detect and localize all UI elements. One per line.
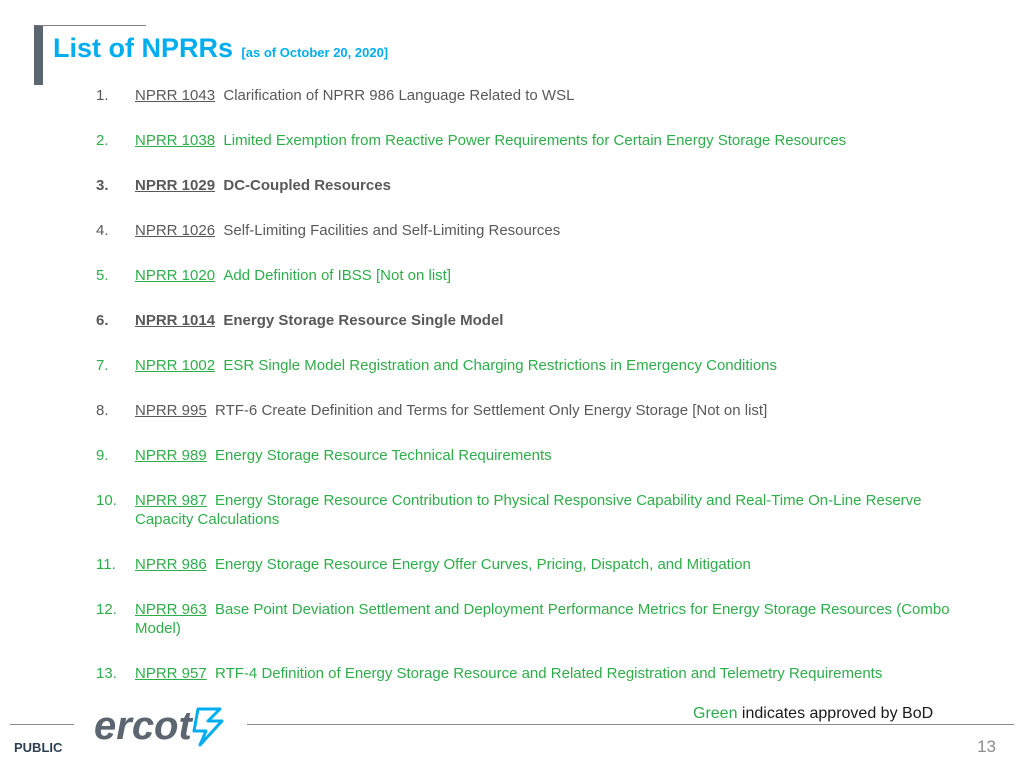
list-item-number: 2. [96,132,109,149]
list-item-number: 10. [96,492,117,509]
nprr-link[interactable]: NPRR 1002 [135,357,216,374]
list-item [96,401,976,420]
list-item [96,266,976,285]
list-item [96,664,976,683]
list-item [96,491,976,529]
list-item-body [135,86,976,105]
nprr-link[interactable]: NPRR 987 [135,492,207,509]
page-title-date: [as of October 20, 2020] [241,45,389,60]
nprr-description: DC-Coupled Resources [223,177,391,194]
list-item-number: 9. [96,447,109,464]
nprr-link[interactable]: NPRR 1014 [135,312,216,329]
list-item-body [135,356,976,375]
list-item-body [135,131,976,150]
list-item-body [135,176,976,195]
footer-rule-right [247,724,1014,725]
ercot-logo [94,701,229,751]
list-item-number: 13. [96,665,117,682]
list-item [96,555,976,574]
nprr-link[interactable]: NPRR 995 [135,402,207,419]
footer-rule-left [10,724,74,725]
nprr-description: Base Point Deviation Settlement and Deployment Performance Metrics for Energy Storage Resources (Combo Model) [135,601,950,637]
list-item-body [135,446,976,465]
nprr-description: Energy Storage Resource Contribution to Physical Responsive Capability and Real-Time On-Line Reserve Capacity Calculations [135,492,922,528]
nprr-description: Energy Storage Resource Technical Requirements [215,447,552,464]
list-item-number: 7. [96,357,109,374]
list-item-number: 4. [96,222,109,239]
list-item-number: 11. [96,556,116,573]
list-item-number: 8. [96,402,109,419]
nprr-link[interactable]: NPRR 986 [135,556,207,573]
list-item-body [135,600,976,638]
list-item [96,311,976,330]
nprr-description: Clarification of NPRR 986 Language Related to WSL [223,87,575,104]
nprr-link[interactable]: NPRR 1020 [135,267,216,284]
nprr-description: Energy Storage Resource Energy Offer Curves, Pricing, Dispatch, and Mitigation [215,556,751,573]
list-item-body [135,491,976,529]
nprr-description: Add Definition of IBSS [Not on list] [223,267,452,284]
list-item-body [135,266,976,285]
list-item [96,131,976,150]
list-item-number: 6. [96,312,109,329]
public-label: PUBLIC [14,740,63,755]
list-item [96,356,976,375]
ercot-logo-bolt-icon [194,709,222,745]
nprr-description: ESR Single Model Registration and Charging Restrictions in Emergency Conditions [223,357,777,374]
list-item-body [135,311,976,330]
legend-green-word: Green [693,705,738,722]
list-item-number: 1. [96,87,109,104]
list-item [96,446,976,465]
nprr-link[interactable]: NPRR 1043 [135,87,216,104]
nprr-description: Limited Exemption from Reactive Power Requirements for Certain Energy Storage Resources [223,132,847,149]
nprr-description: Self-Limiting Facilities and Self-Limiting Resources [223,222,561,239]
nprr-link[interactable]: NPRR 989 [135,447,207,464]
list-item-body [135,221,976,240]
list-item [96,86,976,105]
list-item [96,600,976,638]
list-item-body [135,555,976,574]
list-item-body [135,664,976,683]
list-item-number: 12. [96,601,117,618]
ercot-logo-wordmark: ercot [94,704,192,748]
nprr-link[interactable]: NPRR 1029 [135,177,216,194]
nprr-description: Energy Storage Resource Single Model [223,312,504,329]
nprr-link[interactable]: NPRR 963 [135,601,207,618]
nprr-description: RTF-6 Create Definition and Terms for Settlement Only Energy Storage [Not on list] [215,402,768,419]
nprr-link[interactable]: NPRR 1038 [135,132,216,149]
page-title-main: List of NPRRs [53,33,234,63]
list-item [96,176,976,195]
color-legend [693,705,933,723]
nprr-link[interactable]: NPRR 957 [135,665,207,682]
list-item-number: 5. [96,267,109,284]
nprr-link[interactable]: NPRR 1026 [135,222,216,239]
list-item-number: 3. [96,177,109,194]
page-number: 13 [977,737,996,756]
list-item [96,221,976,240]
nprr-description: RTF-4 Definition of Energy Storage Resource and Related Registration and Telemetry Requirements [215,665,883,682]
legend-text: indicates approved by BoD [737,705,934,722]
list-item-body [135,401,976,420]
